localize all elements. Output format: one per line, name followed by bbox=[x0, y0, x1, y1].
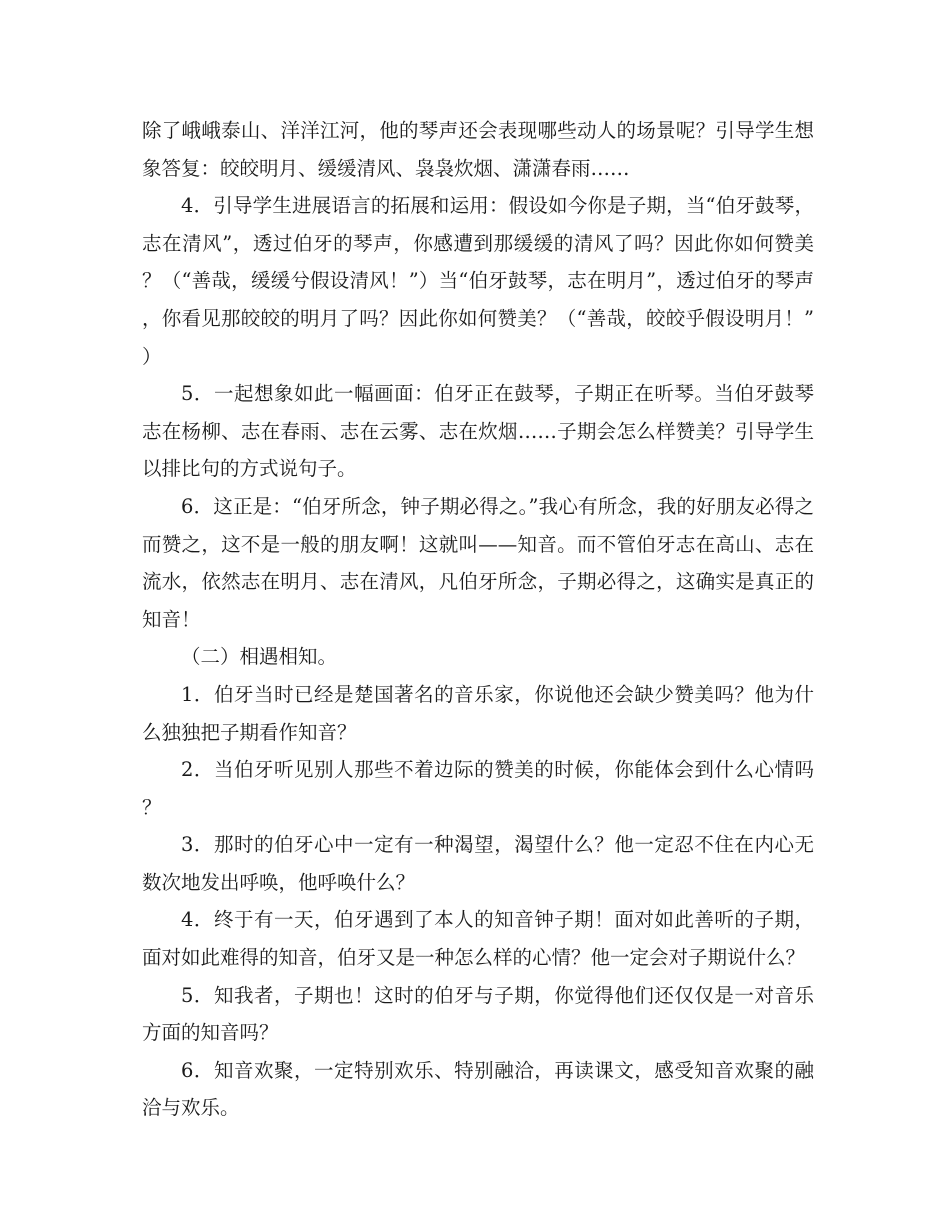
paragraph-item-3-longing: 3．那时的伯牙心中一定有一种渴望，渴望什么？他一定忍不住在内心无数次地发出呼唤，他呼唤什么？ bbox=[142, 833, 814, 894]
paragraph-item-5-know-me: 5．知我者，子期也！这时的伯牙与子期，你觉得他们还仅仅是一对音乐方面的知音吗？ bbox=[142, 983, 814, 1045]
paragraph-item-6-true-friend: 6．这正是：“伯牙所念，钟子期必得之。”我心有所念，我的好朋友必得之而赞之，这不是一般的朋友啊！这就叫——知音。而不管伯牙志在高山、志在流水，依然志在明月、志在清风，凡伯牙所念，子期必得之，这确实是真正的知音！ bbox=[142, 494, 814, 631]
paragraph-item-2-feelings: 2．当伯牙听见别人那些不着边际的赞美的时候，你能体会到什么心情吗？ bbox=[142, 758, 814, 819]
section-heading-meet-and-know: （二）相遇相知。 bbox=[181, 645, 338, 669]
paragraph-item-1-famous-musician: 1．伯牙当时已经是楚国著名的音乐家，你说他还会缺少赞美吗？他为什么独独把子期看作知音？ bbox=[142, 682, 814, 744]
paragraph-item-4-meeting-ziqi: 4．终于有一天，伯牙遇到了本人的知音钟子期！面对如此善听的子期，面对如此难得的知音，伯牙又是一种怎么样的心情？他一定会对子期说什么？ bbox=[142, 908, 814, 970]
paragraph-continued: 除了峨峨泰山、洋洋江河，他的琴声还会表现哪些动人的场景呢？引导学生想象答复：皎皎明月、缓缓清风、袅袅炊烟、潇潇春雨…… bbox=[142, 119, 814, 180]
paragraph-item-4-language-extension: 4．引导学生进展语言的拓展和运用：假设如今你是子期，当“伯牙鼓琴，志在清风”，透过伯牙的琴声，你感遭到那缓缓的清风了吗？因此你如何赞美？（“善哉，缓缓兮假设清风！”）当“伯牙鼓琴，志在明月”，透过伯牙的琴声，你看见那皎皎的明月了吗？因此你如何赞美？（“善哉，皎皎乎假设明月！”） bbox=[142, 194, 814, 368]
paragraph-item-5-imagine-scene: 5．一起想象如此一幅画面：伯牙正在鼓琴，子期正在听琴。当伯牙鼓琴志在杨柳、志在春雨、志在云雾、志在炊烟……子期会怎么样赞美？引导学生以排比句的方式说句子。 bbox=[142, 382, 814, 481]
paragraph-item-6-reunion: 6．知音欢聚，一定特别欢乐、特别融洽，再读课文，感受知音欢聚的融洽与欢乐。 bbox=[142, 1058, 814, 1120]
document-page bbox=[142, 112, 814, 1127]
